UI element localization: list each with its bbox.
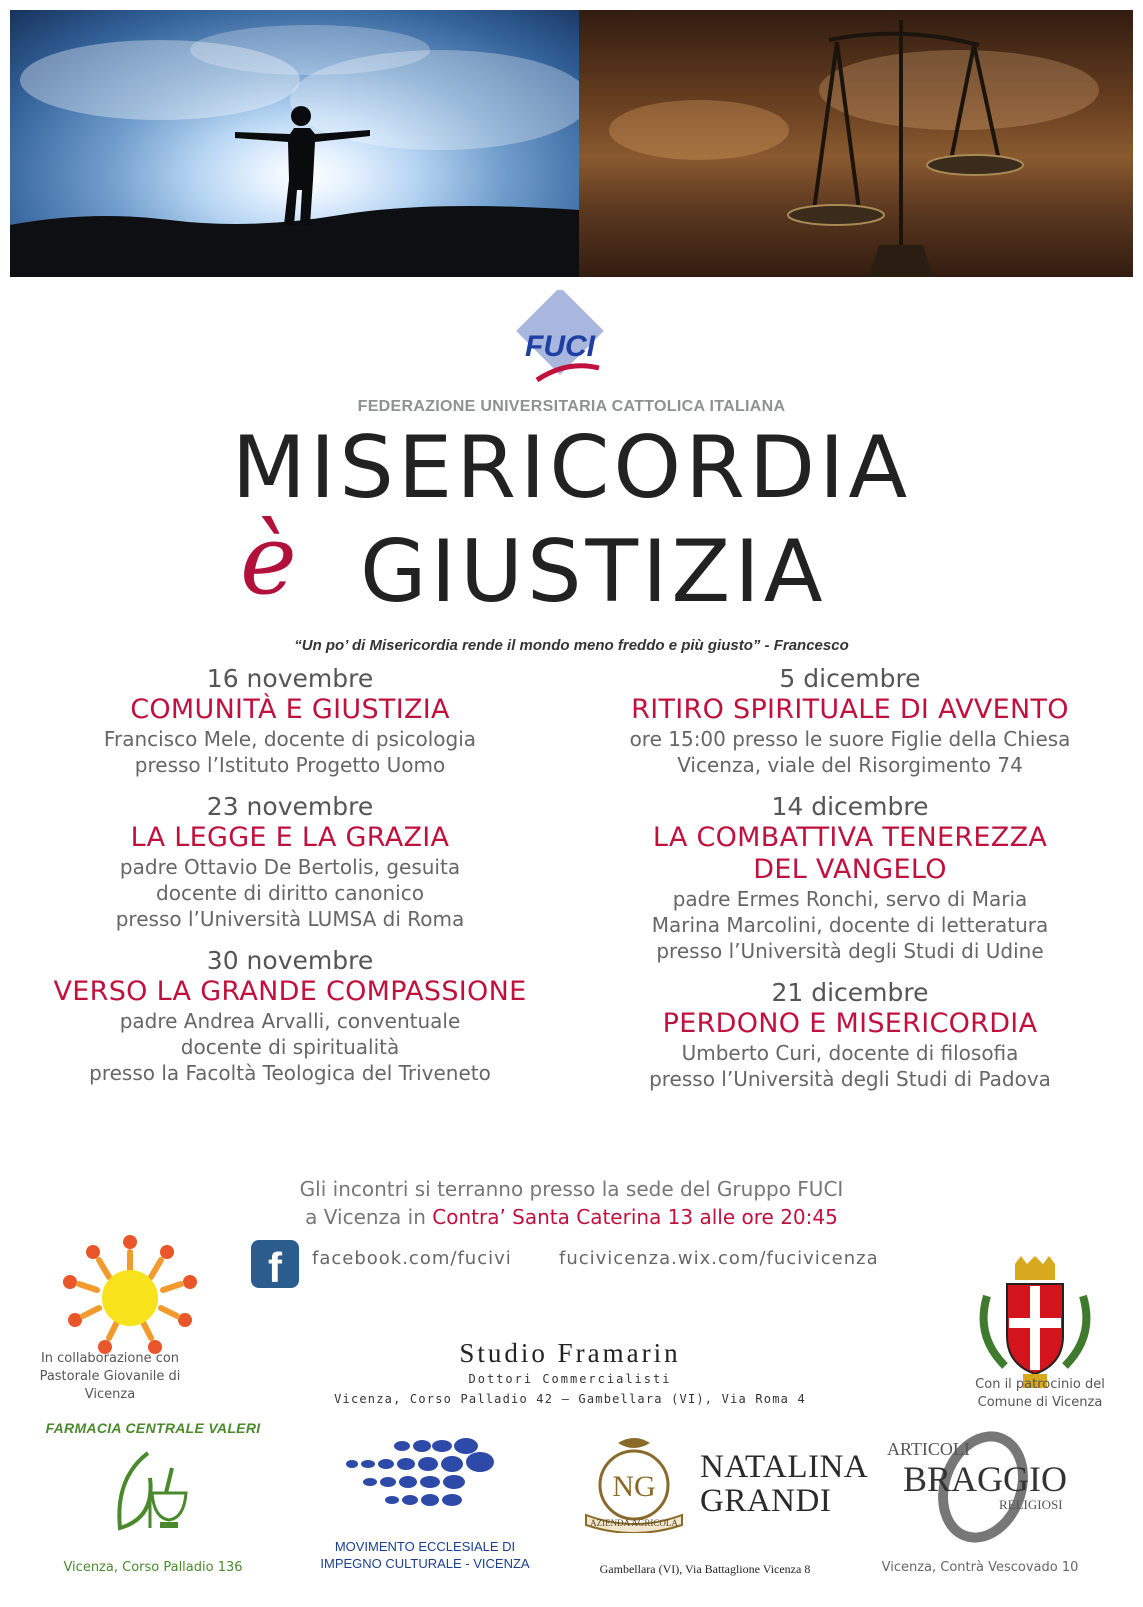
svg-text:BRAGGIO: BRAGGIO: [903, 1459, 1068, 1499]
event-title: LA LEGGE E LA GRAZIA: [130, 822, 450, 853]
studio-framarin-subtitle: Dottori Commercialisti: [468, 1372, 672, 1386]
event-21-dicembre: [580, 978, 1120, 1092]
events-right-column: [580, 664, 1120, 1106]
natalina-grandi-name: [700, 1450, 868, 1518]
event-detail: docente di diritto canonico: [156, 881, 424, 905]
pastorale-sun-logo: [55, 1232, 205, 1362]
event-title: RITIRO SPIRITUALE DI AVVENTO: [631, 694, 1069, 725]
svg-text:FUCI: FUCI: [525, 330, 595, 363]
event-date: 23 novembre: [206, 792, 374, 821]
event-detail: presso l’Università degli Studi di Udine: [656, 939, 1044, 963]
header-photo-scales: [579, 10, 1133, 277]
event-title: DEL VANGELO: [753, 854, 947, 885]
silhouette-illustration: [10, 10, 579, 277]
caption-line: Pastorale Giovanile di: [39, 1369, 181, 1384]
event-date: 21 dicembre: [771, 978, 929, 1007]
facebook-icon[interactable]: f: [251, 1240, 299, 1288]
braggio-logo: [883, 1425, 1083, 1545]
event-title: COMUNITÀ E GIUSTIZIA: [130, 694, 450, 725]
event-detail: presso l’Università LUMSA di Roma: [115, 907, 465, 931]
facebook-link[interactable]: facebook.com/fucivi: [312, 1248, 512, 1269]
event-date: 30 novembre: [206, 946, 374, 975]
event-detail: Vicenza, viale del Risorgimento 74: [677, 753, 1023, 777]
caption-line: MOVIMENTO ECCLESIALE DI: [334, 1539, 516, 1554]
scales-of-justice-illustration: [579, 10, 1133, 277]
movimento-ecclesiale-logo: [340, 1438, 510, 1518]
fuci-logo: [507, 290, 613, 400]
website-link[interactable]: fucivicenza.wix.com/fucivicenza: [559, 1248, 879, 1269]
event-16-novembre: [20, 664, 560, 778]
svg-text:NG: NG: [612, 1470, 656, 1503]
event-detail: presso l’Università degli Studi di Padova: [649, 1067, 1051, 1091]
patrocinio-caption: [940, 1376, 1140, 1412]
svg-text:AZIENDA AGRICOLA: AZIENDA AGRICOLA: [590, 1518, 678, 1528]
caption-line: In collaborazione con: [40, 1351, 180, 1366]
event-detail: docente di spiritualità: [180, 1035, 400, 1059]
events-left-column: [20, 664, 560, 1100]
svg-text:RELIGIOSI: RELIGIOSI: [999, 1497, 1063, 1512]
studio-framarin-name: Studio Framarin: [459, 1338, 681, 1368]
comune-vicenza-coat-of-arms: [975, 1256, 1095, 1391]
farmacia-mortar-icon: [110, 1448, 190, 1538]
caption-line: Con il patrocinio del: [975, 1377, 1105, 1392]
title-accent-e: è: [240, 504, 297, 616]
event-detail: padre Ottavio De Bertolis, gesuita: [119, 855, 461, 879]
event-detail: presso la Facoltà Teologica del Triveneto: [89, 1061, 491, 1085]
quote: “Un po’ di Misericordia rende il mondo meno freddo e più giusto” - Francesco: [294, 637, 849, 654]
federation-name: FEDERAZIONE UNIVERSITARIA CATTOLICA ITALIANA: [357, 398, 786, 415]
caption-line: Comune di Vicenza: [977, 1395, 1103, 1410]
pastorale-caption: [10, 1350, 210, 1404]
natalina-grandi-logo: [578, 1433, 690, 1533]
event-detail: padre Ermes Ronchi, servo di Maria: [672, 887, 1028, 911]
farmacia-address: Vicenza, Corso Palladio 136: [63, 1560, 243, 1575]
header-photo-sky: [10, 10, 579, 277]
event-title: VERSO LA GRANDE COMPASSIONE: [53, 976, 527, 1007]
svg-text:ARTICOLI: ARTICOLI: [887, 1439, 970, 1459]
event-title: LA COMBATTIVA TENEREZZA: [652, 822, 1048, 853]
event-detail: ore 15:00 presso le suore Figlie della Chiesa: [629, 727, 1071, 751]
title-giustizia: GIUSTIZIA: [360, 522, 827, 622]
venue-address: Contra’ Santa Caterina 13 alle ore 20:45: [432, 1205, 838, 1229]
event-30-novembre: [20, 946, 560, 1086]
event-detail: Marina Marcolini, docente di letteratura: [651, 913, 1049, 937]
caption-line: Vicenza: [84, 1387, 136, 1402]
event-23-novembre: [20, 792, 560, 932]
event-date: 5 dicembre: [779, 664, 921, 693]
event-date: 14 dicembre: [771, 792, 929, 821]
event-detail: Francisco Mele, docente di psicologia: [103, 727, 477, 751]
name-line: GRANDI: [700, 1483, 832, 1519]
event-detail: Umberto Curi, docente di filosofia: [681, 1041, 1019, 1065]
braggio-address: Vicenza, Contrà Vescovado 10: [881, 1560, 1079, 1575]
title-misericordia: MISERICORDIA: [231, 418, 912, 518]
natalina-grandi-address: Gambellara (VI), Via Battaglione Vicenza 8: [599, 1562, 811, 1576]
event-detail: padre Andrea Arvalli, conventuale: [119, 1009, 461, 1033]
caption-line: IMPEGNO CULTURALE - VICENZA: [320, 1556, 530, 1571]
event-14-dicembre: [580, 792, 1120, 964]
name-line: NATALINA: [700, 1449, 869, 1485]
venue-line: [0, 1203, 1143, 1231]
venue-info: [0, 1175, 1143, 1231]
farmacia-name: FARMACIA CENTRALE VALERI: [45, 1420, 261, 1436]
event-5-dicembre: [580, 664, 1120, 778]
studio-framarin-address: Vicenza, Corso Palladio 42 – Gambellara (VI), Via Roma 4: [334, 1392, 806, 1406]
venue-prefix: a Vicenza in: [305, 1205, 433, 1229]
event-detail: presso l’Istituto Progetto Uomo: [134, 753, 446, 777]
event-date: 16 novembre: [206, 664, 374, 693]
venue-line: Gli incontri si terranno presso la sede del Gruppo FUCI: [299, 1177, 844, 1201]
event-title: PERDONO E MISERICORDIA: [662, 1008, 1038, 1039]
movimento-ecclesiale-name: [300, 1538, 550, 1572]
